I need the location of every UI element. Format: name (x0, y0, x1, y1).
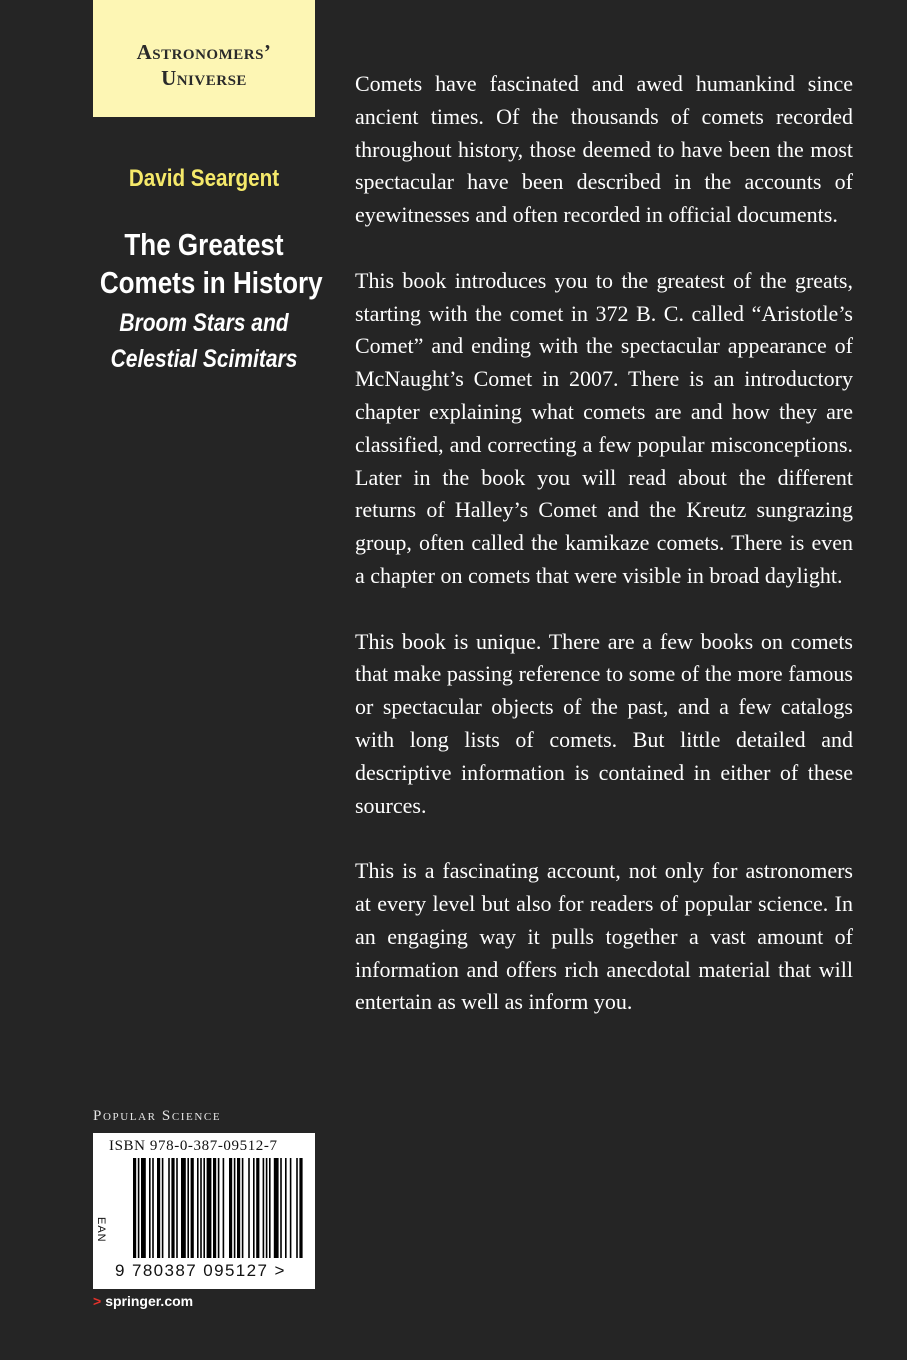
book-description (355, 68, 853, 1052)
barcode-panel (93, 1133, 315, 1289)
ean-label: EAN (95, 1217, 107, 1243)
book-title-line1: The Greatest (124, 227, 284, 262)
author-name: David Seargent (128, 165, 280, 192)
book-subtitle-line1: Broom Stars and (119, 309, 289, 337)
publisher-website[interactable] (93, 1293, 193, 1309)
book-title-block (80, 226, 328, 377)
barcode-icon (131, 1158, 303, 1260)
book-title-line2: Comets in History (99, 265, 323, 300)
series-name-line1: Astronomers’ (136, 40, 272, 64)
barcode-digits: 9 780387 095127 > (115, 1261, 286, 1280)
series-banner (93, 0, 315, 117)
description-paragraph: This is a fascinating account, not only for astronomers at every level but also for readers of popular science. In an engaging way it pulls together a vast amount of information and offers rich anecdotal material that will entertain as well as inform you. (355, 858, 853, 1015)
description-paragraph: This book is unique. There are a few books on comets that make passing reference to some of the more famous or spectacular objects of the past, and a few catalogs with long lists of comets. But little detailed and descriptive information is contained in either of these sources. (355, 628, 853, 818)
series-name-line2: Universe (161, 66, 247, 90)
website-url: springer.com (105, 1293, 194, 1309)
category-label: Popular Science (93, 1108, 222, 1124)
isbn-number: ISBN 978-0-387-09512-7 (109, 1138, 278, 1154)
arrow-icon: > (93, 1293, 102, 1309)
description-paragraph: This book introduces you to the greatest of the greats, starting with the comet in 372 B. C. called “Aristotle’s Comet” and ending with the spectacular appearance of McNaught’s Comet in 2007. There is an introductory chapter explaining what comets are and how they are classified, and correcting a few popular misconceptions. Later in the book you will read about the different returns of Halley’s Comet and the Kreutz sungrazing group, often called the kamikaze comets. There is even a chapter on comets that were visible in broad daylight. (355, 267, 853, 588)
description-paragraph: Comets have fascinated and awed humankind since ancient times. Of the thousands of comets recorded throughout history, those deemed to have been the most spectacular have been described in the accounts of eyewitnesses and often recorded in official documents. (355, 71, 853, 228)
book-subtitle-line2: Celestial Scimitars (110, 345, 298, 373)
